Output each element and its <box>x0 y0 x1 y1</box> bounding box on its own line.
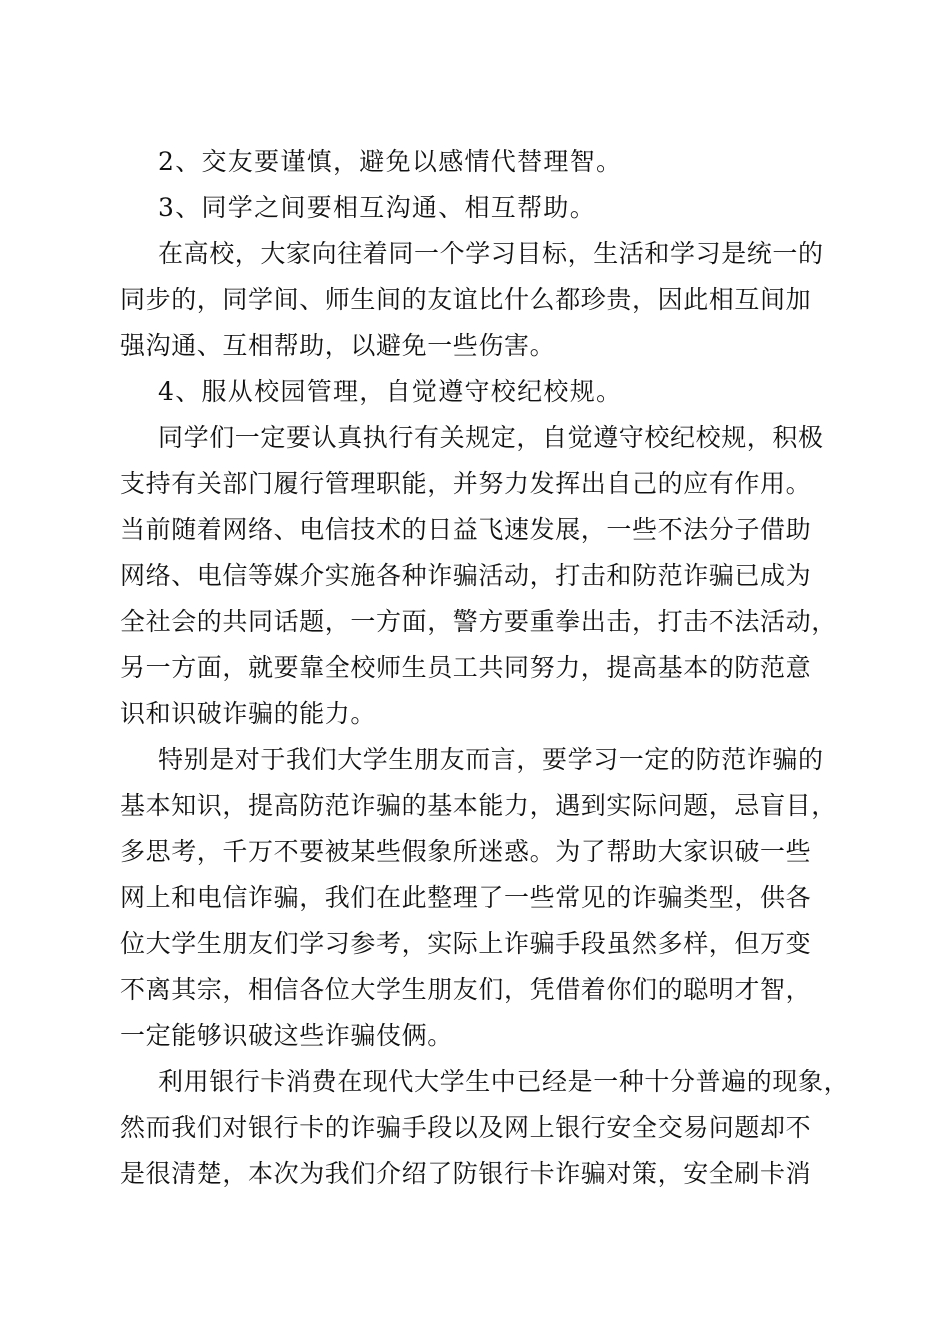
document-body <box>120 139 850 1197</box>
paragraph-line: 不离其宗，相信各位大学生朋友们，凭借着你们的聪明才智， <box>120 975 812 1004</box>
paragraph-line: 一定能够识破这些诈骗伎俩。 <box>120 1021 453 1050</box>
paragraph-line: 然而我们对银行卡的诈骗手段以及网上银行安全交易问题却不 <box>120 1113 812 1142</box>
paragraph-line: 特别是对于我们大学生朋友而言，要学习一定的防范诈骗的 <box>158 745 824 774</box>
paragraph-line: 同学们一定要认真执行有关规定，自觉遵守校纪校规，积极 <box>158 423 824 452</box>
paragraph-line: 支持有关部门履行管理职能，并努力发挥出自己的应有作用。 <box>120 469 812 498</box>
list-item-2: 2、交友要谨慎，避免以感情代替理智。 <box>158 147 623 176</box>
list-item-3: 3、同学之间要相互沟通、相互帮助。 <box>158 193 597 222</box>
paragraph-line: 利用银行卡消费在现代大学生中已经是一种十分普遍的现象， <box>158 1067 850 1096</box>
paragraph-line: 强沟通、互相帮助，以避免一些伤害。 <box>120 331 556 360</box>
paragraph-line: 在高校，大家向往着同一个学习目标，生活和学习是统一的 <box>158 239 824 268</box>
paragraph-line: 当前随着网络、电信技术的日益飞速发展，一些不法分子借助 <box>120 515 812 544</box>
paragraph-line: 是很清楚，本次为我们介绍了防银行卡诈骗对策，安全刷卡消 <box>120 1159 812 1188</box>
paragraph-line: 网络、电信等媒介实施各种诈骗活动，打击和防范诈骗已成为 <box>120 561 812 590</box>
paragraph-line: 网上和电信诈骗，我们在此整理了一些常见的诈骗类型，供各 <box>120 883 812 912</box>
paragraph-line: 另一方面，就要靠全校师生员工共同努力，提高基本的防范意 <box>120 653 812 682</box>
paragraph-line: 多思考，千万不要被某些假象所迷惑。为了帮助大家识破一些 <box>120 837 812 866</box>
paragraph-line: 基本知识，提高防范诈骗的基本能力，遇到实际问题，忌盲目， <box>120 791 837 820</box>
paragraph-line: 识和识破诈骗的能力。 <box>120 699 377 728</box>
paragraph-line: 同步的，同学间、师生间的友谊比什么都珍贵，因此相互间加 <box>120 285 812 314</box>
list-item-4: 4、服从校园管理，自觉遵守校纪校规。 <box>158 377 623 406</box>
paragraph-line: 全社会的共同话题，一方面，警方要重拳出击，打击不法活动， <box>120 607 837 636</box>
paragraph-line: 位大学生朋友们学习参考，实际上诈骗手段虽然多样，但万变 <box>120 929 812 958</box>
